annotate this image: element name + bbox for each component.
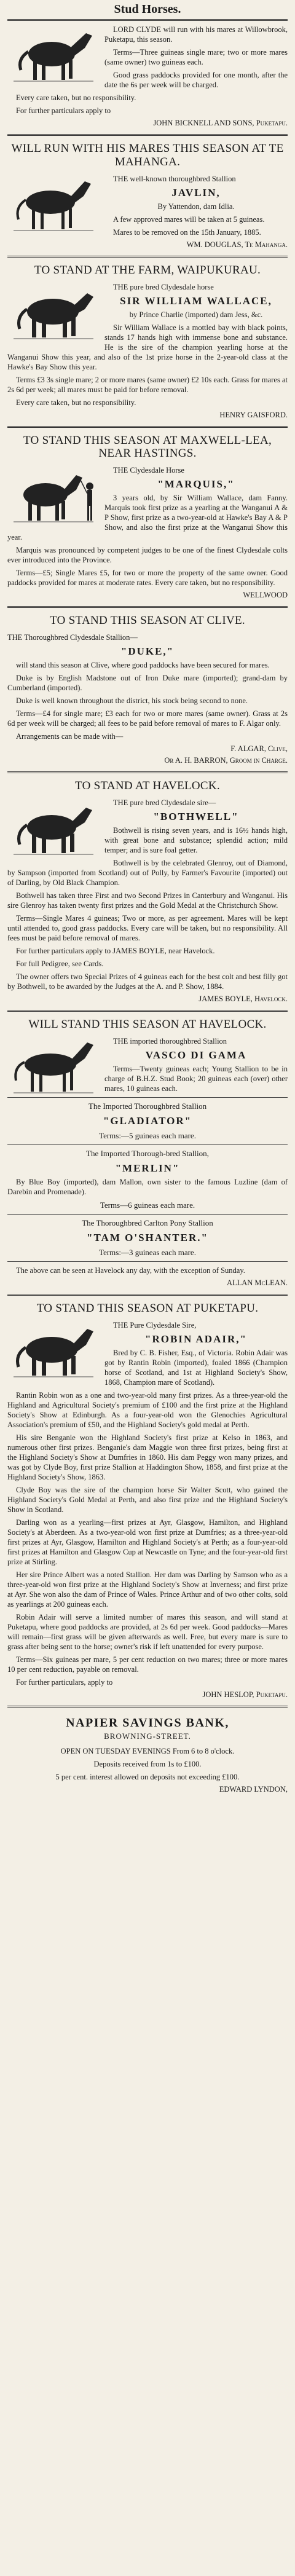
horse-engraving-icon: [7, 1320, 100, 1381]
ad-text: Clyde Boy was the sire of the champion horse Sir Walter Scott, who gained the Highland Society's Gold Medal at Perth, and also first prize and the Highland Society's Show in Scotland.: [7, 1485, 288, 1514]
stallion-name: "DUKE,": [120, 645, 175, 658]
ad-text: 5 per cent. interest allowed on deposits not exceeding £100.: [55, 1772, 240, 1781]
horse-with-groom-engraving-icon: [7, 465, 100, 526]
ad-signature: WM. DOUGLAS, Te Mahanga.: [186, 240, 288, 249]
stallion-terms: Terms:—3 guineas each mare.: [99, 1247, 196, 1257]
ad-text: Arrangements can be made with—: [16, 732, 124, 741]
horse-engraving-icon: [7, 1036, 100, 1097]
ad-text: Mares to be removed on the 15th January, 1885.: [113, 227, 261, 237]
stallion-subheading: The Imported Thoroughbred Stallion: [88, 1101, 207, 1111]
bothwell-ad: [7, 771, 288, 1010]
section-header: Stud Horses.: [114, 2, 181, 16]
ad-signature: F. ALGAR, Clive,: [230, 744, 288, 754]
ad-text: Her sire Prince Albert was a noted Stallion. Her dam was Darling by Samson who as a three-year-old won first prize at the Highland Society's Show at Inverness; and first prize at Ayr. She won also the dam of Prince of Wales. Prince Arthur and of two other colts, sold as yearlings at 200 guineas each.: [7, 1570, 288, 1609]
horse-engraving-icon: [7, 174, 100, 234]
ad-text: THE Pure Clydesdale Sire,: [113, 1320, 197, 1329]
ad-signature: WELLWOOD: [243, 591, 288, 600]
ad-signature: JOHN HESLOP, Puketapu.: [202, 1690, 288, 1699]
ad-text: Duke is well known throughout the district, his stock being second to none.: [16, 696, 248, 706]
ad-text: 3 years old, by Sir William Wallace, dam Fanny. Marquis took first prize as a yearling at the Wanganui A & P Show, first prize as a two-year-old at Hawke's Bay A & P Show, and also the first prize at the Wanganui Show this year.: [7, 494, 288, 542]
ad-text: THE Clydesdale Horse: [113, 466, 184, 475]
stallion-name: "ROBIN ADAIR,": [145, 1333, 247, 1345]
ad-text: THE Thoroughbred Clydesdale Stallion—: [7, 633, 138, 642]
stallion-name: "MERLIN": [115, 1162, 180, 1174]
stallion-subheading: The Imported Thorough-bred Stallion,: [86, 1148, 209, 1158]
lord-clyde-ad: [7, 19, 288, 134]
sir-william-wallace-ad: [7, 256, 288, 426]
ad-heading: TO STAND AT HAVELOCK.: [75, 779, 220, 793]
ad-signature: JAMES BOYLE, Havelock.: [199, 994, 288, 1003]
ad-text: The owner offers two Special Prizes of 4 guineas each for the best colt and best filly got by Bothwell, to be awarded by the Judges at the A. and P. Show, 1884.: [7, 972, 288, 991]
ad-text: Every care taken, but no responsibility.: [16, 93, 136, 102]
ad-signature: Or A. H. BARRON, Groom in Charge.: [164, 756, 288, 765]
ad-text: Terms—Single Mares 4 guineas; Two or more, as per agreement. Mares will be kept until attended to, good grass paddocks. Every care will be taken, but no responsibility. All fees must be paid before removal of mares.: [7, 913, 288, 942]
ad-text: Sir William Wallace is a mottled bay with black points, stands 17 hands high with immense bone and substance. He is the sire of the champion yearling horse at the Wanganui Show this year, and also of the 1st prize horse in the 2-year-old class at the Hawke's Bay Show this year.: [7, 323, 288, 371]
duke-ad: [7, 606, 288, 771]
ad-heading: WILL RUN WITH HIS MARES THIS SEASON AT TE MAHANGA.: [11, 142, 284, 168]
ad-text: For further particulars, apply to: [16, 1677, 113, 1687]
ad-text: A few approved mares will be taken at 5 guineas.: [113, 215, 265, 224]
ad-text: Rantin Robin won as a one and two-year-old many first prizes. As a three-year-old the Highland and Agricultural Society's premium of £100 and the first prize at the Highland Society's Show at Edinburgh. As a four-year-old won the Glenochies Agricultural Association's premium of £50, and the Highland Society's gold medal at Perth.: [7, 1390, 288, 1429]
stallion-terms: Terms:—5 guineas each mare.: [99, 1130, 196, 1140]
ad-text: His sire Benganie won the Highland Society's first prize at Kelso in 1863, and numerous other first prizes. Benganie's dam Maggie won three first prizes, being first at the Highland Society's Show at Dumfries in 1860. His dam Peggy won many prizes, and was got by Clyde Boy, first prize Stallion at Haddington Show, 1858, and first prize at the Highland Society's Show, 1863.: [7, 1433, 288, 1481]
ad-text: Duke is by English Madstone out of Iron Duke mare (imported); grand-dam by Cumberland (imported).: [7, 674, 288, 693]
ad-heading: TO STAND AT THE FARM, WAIPUKURAU.: [34, 263, 261, 277]
savings-bank-ad: [7, 1706, 288, 1800]
ad-signature: EDWARD LYNDON,: [219, 1784, 288, 1794]
horse-engraving-icon: [7, 798, 100, 858]
ad-text: THE imported thoroughbred Stallion: [113, 1036, 227, 1046]
ad-heading: TO STAND THIS SEASON AT PUKETAPU.: [36, 1301, 259, 1315]
ad-text: will stand this season at Clive, where good paddocks have been secured for mares.: [16, 661, 270, 670]
ad-heading: TO STAND THIS SEASON AT MAXWELL-LEA, NEAR HASTINGS.: [23, 433, 272, 460]
ad-signature: HENRY GAISFORD.: [219, 410, 288, 419]
ad-text: By Yattendon, dam Idlia.: [157, 202, 235, 211]
robin-adair-ad: [7, 1294, 288, 1706]
vasco-di-gama-ad: [7, 1010, 288, 1294]
ad-text: Terms—Twenty guineas each; Young Stallion to be in charge of B.H.Z. Stud Book; 20 guineas each (over) other mares, 10 guineas each.: [104, 1064, 288, 1093]
stallion-name: "MARQUIS,": [157, 478, 235, 490]
stallion-name: VASCO DI GAMA: [145, 1049, 247, 1061]
ad-signature: ALLAN McLEAN.: [226, 1278, 288, 1287]
ad-text: THE pure bred Clydesdale sire—: [113, 798, 216, 807]
ad-text: The above can be seen at Havelock any day, with the exception of Sunday.: [16, 1266, 245, 1275]
ad-text: THE well-known thoroughbred Stallion: [113, 174, 236, 183]
bank-title: NAPIER SAVINGS BANK,: [66, 1715, 229, 1730]
ad-text: For further particulars apply to: [16, 106, 111, 115]
ad-text: LORD CLYDE will run with his mares at Willowbrook, Puketapu, this season.: [104, 25, 288, 44]
divider: [7, 1261, 288, 1262]
ad-text: Marquis was pronounced by competent judges to be one of the finest Clydesdale colts ever introduced into the Province.: [7, 546, 288, 565]
horse-engraving-icon: [7, 282, 100, 342]
ad-text: Bothwell has taken three First and two Second Prizes in Canterbury and Wanganui. His sire Glenroy has taken twenty first prizes and the Gold Medal at the Christchurch Show.: [7, 891, 288, 910]
stallion-name: "TAM O'SHANTER.": [87, 1231, 208, 1243]
ad-text: Terms—Three guineas single mare; two or more mares (same owner) two guineas each.: [104, 48, 288, 66]
stallion-name: SIR WILLIAM WALLACE,: [120, 294, 272, 307]
divider: [7, 1214, 288, 1215]
stallion-subheading: The Thoroughbred Carlton Pony Stallion: [82, 1218, 213, 1227]
stallion-name: "BOTHWELL": [153, 810, 239, 822]
ad-text: Robin Adair will serve a limited number of mares this season, and will stand at Puketapu, where good paddocks are provided, at 2s 6d per week. Good paddocks—Mares will remain—first grass will be given afterwards as well. Free, but every mare is sure to grass after being sent to the horse; owner's risk if left unattended for every purpose.: [7, 1612, 288, 1651]
newspaper-page: [7, 0, 288, 1800]
ad-text: For full Pedigree, see Cards.: [16, 959, 104, 968]
ad-text: Terms—Six guineas per mare, 5 per cent reduction on two mares; three or more mares 10 per cent reduction, payable on removal.: [7, 1655, 288, 1674]
ad-text: Terms—£5; Single Mares £5, for two or more the property of the same owner. Good paddocks provided for mares at moderate rates. Every care taken, but no responsibility.: [7, 569, 288, 588]
javlin-ad: [7, 134, 288, 256]
ad-text: For further particulars apply to JAMES BOYLE, near Havelock.: [16, 946, 215, 955]
ad-text: Every care taken, but no responsibility.: [16, 398, 136, 407]
stallion-name: JAVLIN,: [171, 186, 221, 199]
ad-text: by Prince Charlie (imported) dam Jess, &c.: [129, 310, 263, 319]
ad-text: Bothwell is rising seven years, and is 16½ hands high, with great bone and substance; splendid action; mild temper; and is sure foal getter.: [104, 825, 288, 854]
bank-address: BROWNING-STREET.: [104, 1731, 191, 1741]
ad-heading: WILL STAND THIS SEASON AT HAVELOCK.: [28, 1017, 267, 1031]
ad-signature: JOHN BICKNELL AND SONS, Puketapu.: [153, 119, 288, 127]
ad-text: Terms £3 3s single mare; 2 or more mares (same owner) £2 10s each. Grass for mares at 2s 6d per week; all mares must be paid for before removal.: [7, 375, 288, 394]
ad-text: Bred by C. B. Fisher, Esq., of Victoria. Robin Adair was got by Rantin Robin (imported), foaled 1866 (Champion horse of Scotland, and 1st at Highland Society's Show, 1868, Champion mare of Scotland).: [104, 1348, 288, 1387]
stallion-terms: Terms—6 guineas each mare.: [100, 1200, 195, 1210]
ad-text: By Blue Boy (imported), dam Mallon, own sister to the famous Luzline (dam of Darebin and Promenade).: [7, 1177, 288, 1196]
ad-text: OPEN ON TUESDAY EVENINGS From 6 to 8 o'clock.: [60, 1746, 235, 1755]
ad-text: Terms—£4 for single mare; £3 each for two or more mares (same owner). Grass at 2s 6d per week will be charged; all fees to be paid before removal of mares to F. Algar only.: [7, 709, 288, 728]
ad-text: Darling won as a yearling—first prizes at Ayr, Glasgow, Hamilton, and Highland Society's at Aberdeen. As a two-year-old won first prize at Dumfries; as a three-year-old first prizes at Ayr, Glasgow, Hamilton and Highland Society's at Perth; as a four-year-old first prizes at Hamilton and Glasgow Cup at Newcastle on Tyne; and the four-year-old first prize at Stirling.: [7, 1518, 288, 1566]
horse-engraving-icon: [7, 25, 100, 85]
ad-text: Bothwell is by the celebrated Glenroy, out of Diamond, by Sampson (imported from Scotland) out of Polly, by Farmer's Favourite (imported) out of Darling, by Old Black Champion.: [7, 858, 288, 887]
ad-text: Deposits received from 1s to £100.: [93, 1759, 202, 1768]
stallion-name: "GLADIATOR": [103, 1114, 192, 1127]
ad-text: THE pure bred Clydesdale horse: [113, 282, 214, 291]
divider: [7, 1097, 288, 1098]
divider: [7, 1144, 288, 1145]
ad-heading: TO STAND THIS SEASON AT CLIVE.: [50, 614, 245, 628]
ad-text: Good grass paddocks provided for one month, after the date the 6s per week will be charged.: [104, 71, 288, 89]
marquis-ad: [7, 426, 288, 607]
